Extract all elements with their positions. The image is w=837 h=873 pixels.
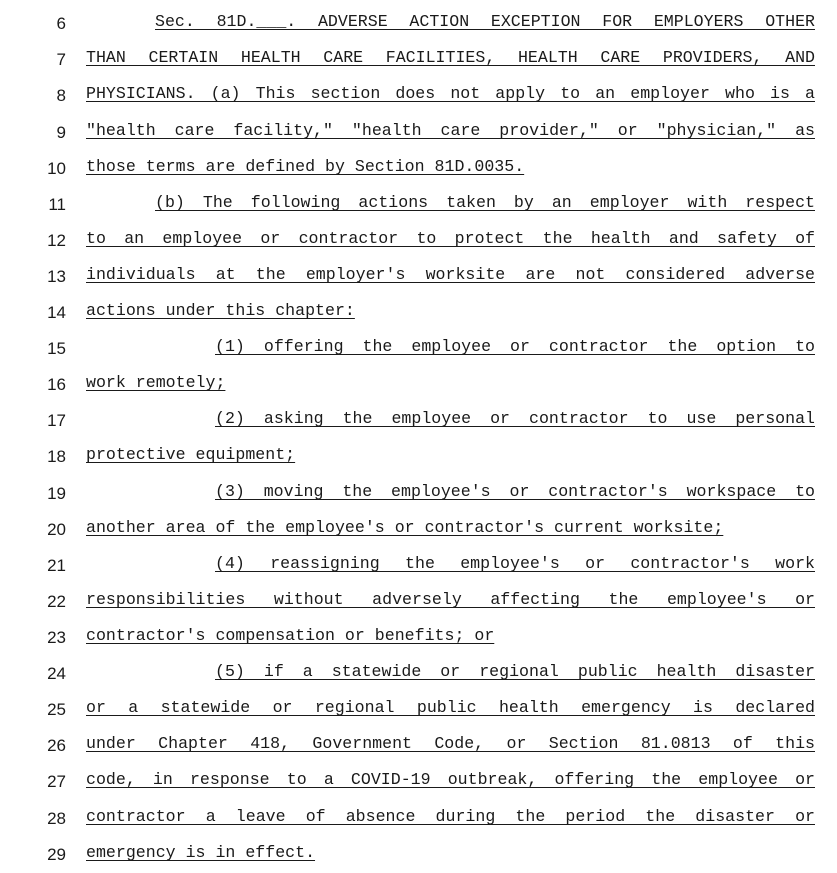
bill-line xyxy=(0,511,837,547)
line-text: contractor's compensation or benefits; or xyxy=(86,626,495,645)
line-text: responsibilities without adversely affecting the employee's or xyxy=(86,590,815,609)
bill-line xyxy=(0,727,837,763)
line-number: 12 xyxy=(47,231,66,250)
line-number: 8 xyxy=(56,86,66,105)
line-text: "health care facility," "health care provider," or "physician," as xyxy=(86,121,815,140)
line-number: 15 xyxy=(47,339,66,358)
line-number: 19 xyxy=(47,484,66,503)
line-number: 23 xyxy=(47,628,66,647)
bill-line xyxy=(0,258,837,294)
line-text: another area of the employee's or contractor's current worksite; xyxy=(86,518,724,537)
line-number: 7 xyxy=(56,50,66,69)
line-text: contractor a leave of absence during the period the disaster or xyxy=(86,807,815,826)
bill-line xyxy=(0,402,837,438)
line-text: (4) reassigning the employee's or contractor's work xyxy=(215,554,815,573)
line-number: 16 xyxy=(47,375,66,394)
line-number: 18 xyxy=(47,447,66,466)
line-text: PHYSICIANS. (a) This section does not apply to an employer who is a xyxy=(86,84,815,103)
line-text: to an employee or contractor to protect the health and safety of xyxy=(86,229,815,248)
line-text: actions under this chapter: xyxy=(86,301,355,320)
bill-line xyxy=(0,655,837,691)
line-number: 11 xyxy=(48,195,66,214)
line-text: Sec. 81D.___. ADVERSE ACTION EXCEPTION FOR EMPLOYERS OTHER xyxy=(155,12,815,31)
bill-line xyxy=(0,114,837,150)
bill-line xyxy=(0,222,837,258)
line-number: 9 xyxy=(56,123,66,142)
bill-line xyxy=(0,547,837,583)
line-number: 17 xyxy=(47,411,66,430)
line-text: (b) The following actions taken by an employer with respect xyxy=(155,193,815,212)
bill-line xyxy=(0,186,837,222)
bill-line xyxy=(0,77,837,113)
bill-line xyxy=(0,836,837,872)
line-number: 28 xyxy=(47,809,66,828)
line-text: (3) moving the employee's or contractor's workspace to xyxy=(215,482,815,501)
line-number: 29 xyxy=(47,845,66,864)
line-text: (5) if a statewide or regional public health disaster xyxy=(215,662,815,681)
line-number: 6 xyxy=(56,14,66,33)
bill-line xyxy=(0,800,837,836)
bill-line xyxy=(0,41,837,77)
line-number: 26 xyxy=(47,736,66,755)
line-number: 21 xyxy=(47,556,66,575)
line-text: (2) asking the employee or contractor to use personal xyxy=(215,409,815,428)
bill-line xyxy=(0,150,837,186)
line-text: work remotely; xyxy=(86,373,226,392)
line-number: 22 xyxy=(47,592,66,611)
bill-line xyxy=(0,366,837,402)
line-number: 24 xyxy=(47,664,66,683)
line-text: emergency is in effect. xyxy=(86,843,316,862)
bill-line xyxy=(0,330,837,366)
line-text: THAN CERTAIN HEALTH CARE FACILITIES, HEALTH CARE PROVIDERS, AND xyxy=(86,48,815,67)
line-text: or a statewide or regional public health emergency is declared xyxy=(86,698,815,717)
bill-line xyxy=(0,619,837,655)
line-number: 25 xyxy=(47,700,66,719)
bill-line xyxy=(0,763,837,799)
line-text: individuals at the employer's worksite are not considered adverse xyxy=(86,265,815,284)
line-text: protective equipment; xyxy=(86,445,296,464)
line-number: 10 xyxy=(47,159,66,178)
bill-line xyxy=(0,438,837,474)
line-number: 14 xyxy=(47,303,66,322)
line-text: under Chapter 418, Government Code, or Section 81.0813 of this xyxy=(86,734,815,753)
line-number: 20 xyxy=(47,520,66,539)
line-text: code, in response to a COVID-19 outbreak, offering the employee or xyxy=(86,770,815,789)
bill-line xyxy=(0,475,837,511)
bill-line xyxy=(0,5,837,41)
line-number: 27 xyxy=(47,772,66,791)
line-text: those terms are defined by Section 81D.0035. xyxy=(86,157,525,176)
line-number: 13 xyxy=(47,267,66,286)
bill-line xyxy=(0,691,837,727)
line-text: (1) offering the employee or contractor the option to xyxy=(215,337,815,356)
bill-line xyxy=(0,583,837,619)
bill-line xyxy=(0,294,837,330)
